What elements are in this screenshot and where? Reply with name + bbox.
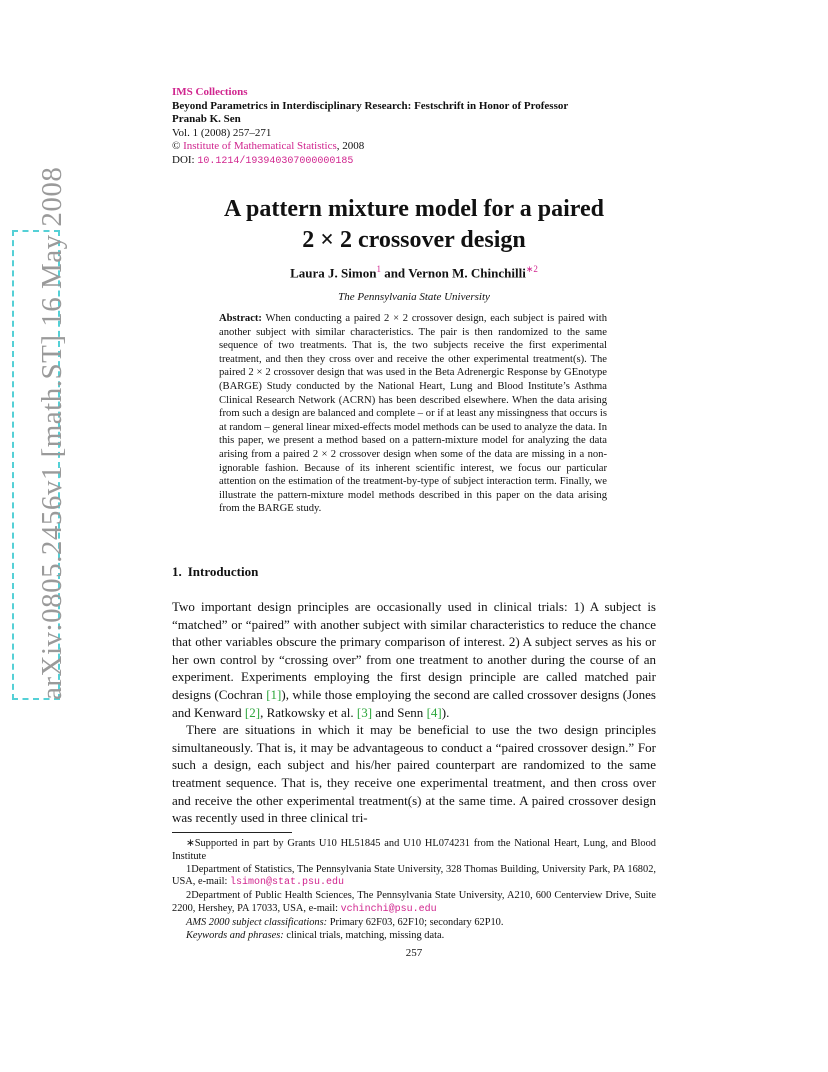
keywords	[172, 930, 656, 943]
footnote-rule	[172, 832, 292, 833]
ams-label: AMS 2000 subject classifications:	[186, 916, 328, 928]
section-number: 1.	[172, 564, 182, 579]
footnote-2	[172, 890, 656, 917]
doi-line	[172, 154, 672, 169]
footnotes	[172, 838, 656, 942]
intro-text: , Ratkowsky et al.	[260, 704, 357, 720]
citation-link[interactable]: [3]	[356, 704, 373, 720]
arxiv-identifier[interactable]: arXiv:0805.2456v1 [math.ST] 16 May 2008	[36, 166, 68, 700]
abstract	[219, 312, 607, 516]
intro-text: ), while those employing the second are called crossover designs (Jones and Kenward	[172, 686, 656, 720]
author-1: Laura J. Simon	[290, 265, 377, 281]
intro-paragraph-2: There are situations in which it may be beneficial to use the two design principles simultaneously. That is, it may be advantageous to conduct a “paired crossover design.” For such a design, each subject and his/her paired counterpart are randomized to the same treatment sequence. That is, they receive one experimental treatment, and then cross over and receive the other experimental treatment(s) at the same time. A paired crossover design was recently used in three clinical tri-	[172, 722, 656, 826]
keywords-text: clinical trials, matching, missing data.	[283, 929, 445, 941]
citation-link[interactable]: [2]	[244, 704, 261, 720]
page-number: 257	[405, 947, 423, 959]
copyright-line	[172, 140, 672, 154]
introduction-body	[172, 598, 656, 827]
citation-link[interactable]: [1]	[266, 686, 282, 702]
author-2: Vernon M. Chinchilli	[408, 265, 526, 281]
abstract-text: When conducting a paired 2 × 2 crossover design, each subject is paired with another subject with similar characteristics. The pair is then randomized to the same sequence of two treatments. That is, the two subjects receive the first experimental treatment, and then they cross over and receive the other experimental treatment(s). The paired 2 × 2 crossover design that was used in the Beta Adrenergic Response by GEnotype (BARGE) Study conducted by the National Heart, Lung and Blood Institute’s Asthma Clinical Research Network (ACRN) has been described elsewhere. When the data arising from such a design are balanced and complete – or if at least any missingness that occurs is at random – general linear mixed-effects model methods can be used to analyze the data. In this paper, we present a method based on a pattern-mixture model for analyzing the data arising from a paired 2 × 2 crossover design when some of the data are missing in a non-ignorable fashion. Because of its inherent scientific interest, we focus our particular attention on the estimation of the treatment-by-type of subject interaction term. Finally, we illustrate the pattern-mixture model methods described in this paper on the data arising from the BARGE study.	[219, 313, 607, 515]
intro-text: ).	[441, 704, 450, 720]
author-separator: and	[380, 265, 409, 281]
footnote-1	[172, 864, 656, 891]
ams-text: Primary 62F03, 62F10; secondary 62P10.	[327, 916, 504, 928]
journal-header	[172, 86, 672, 168]
publisher-link[interactable]: Institute of Mathematical Statistics	[183, 140, 337, 152]
copyright-year: , 2008	[336, 140, 365, 152]
ams-classification	[172, 917, 656, 930]
section-heading	[172, 564, 258, 580]
paper-title	[172, 194, 656, 256]
footnote-text: 1Department of Statistics, The Pennsylvania State University, 328 Thomas Building, University Park, PA 16802, USA, e-mail:	[172, 863, 656, 888]
citation-link[interactable]: [4]	[426, 704, 442, 720]
email-link[interactable]: lsimon@stat.psu.edu	[230, 877, 345, 889]
copyright-symbol: ©	[172, 140, 181, 152]
intro-text: Two important design principles are occasionally used in clinical trials: 1) A subject is “matched” or “paired” with another subject with similar characteristics to reduce the chance that other variables obscure the primary comparison of interest. 2) A subject serves as his or her own control by “crossing over” from one treatment to another during the course of an experiment. Experiments employing the first design principle are called matched pair designs (Cochran	[172, 599, 656, 702]
author-1-footnote-mark[interactable]: 1	[376, 264, 381, 274]
section-title: Introduction	[187, 564, 259, 579]
journal-name[interactable]: IMS Collections	[172, 86, 248, 98]
abstract-label: Abstract:	[219, 313, 262, 324]
footnote-grant: ∗Supported in part by Grants U10 HL51845 and U10 HL074231 from the National Heart, Lung, and Blood Institute	[172, 838, 656, 862]
title-line-1: A pattern mixture model for a paired	[224, 196, 604, 222]
author-2-footnote-mark[interactable]: ∗2	[525, 264, 538, 274]
volume-pages: Vol. 1 (2008) 257–271	[172, 126, 272, 139]
footnote-text: 2Department of Public Health Sciences, The Pennsylvania State University, A210, 600 Centerview Drive, Suite 2200, Hershey, PA 17033, USA, e-mail:	[172, 890, 656, 914]
affiliation: The Pennsylvania State University	[338, 291, 490, 303]
author-line	[172, 264, 656, 281]
volume-title-line1: Beyond Parametrics in Interdisciplinary Research: Festschrift in Honor of Professor	[172, 99, 569, 112]
keywords-label: Keywords and phrases:	[186, 929, 284, 941]
title-line-2: 2 × 2 crossover design	[302, 227, 526, 253]
email-link[interactable]: vchinchi@psu.edu	[340, 903, 437, 915]
doi-label: DOI:	[172, 153, 195, 166]
intro-text: and Senn	[372, 704, 427, 720]
volume-title-line2: Pranab K. Sen	[172, 113, 241, 125]
doi-link[interactable]: 10.1214/193940307000000185	[197, 155, 354, 167]
intro-paragraph-1	[172, 598, 656, 721]
